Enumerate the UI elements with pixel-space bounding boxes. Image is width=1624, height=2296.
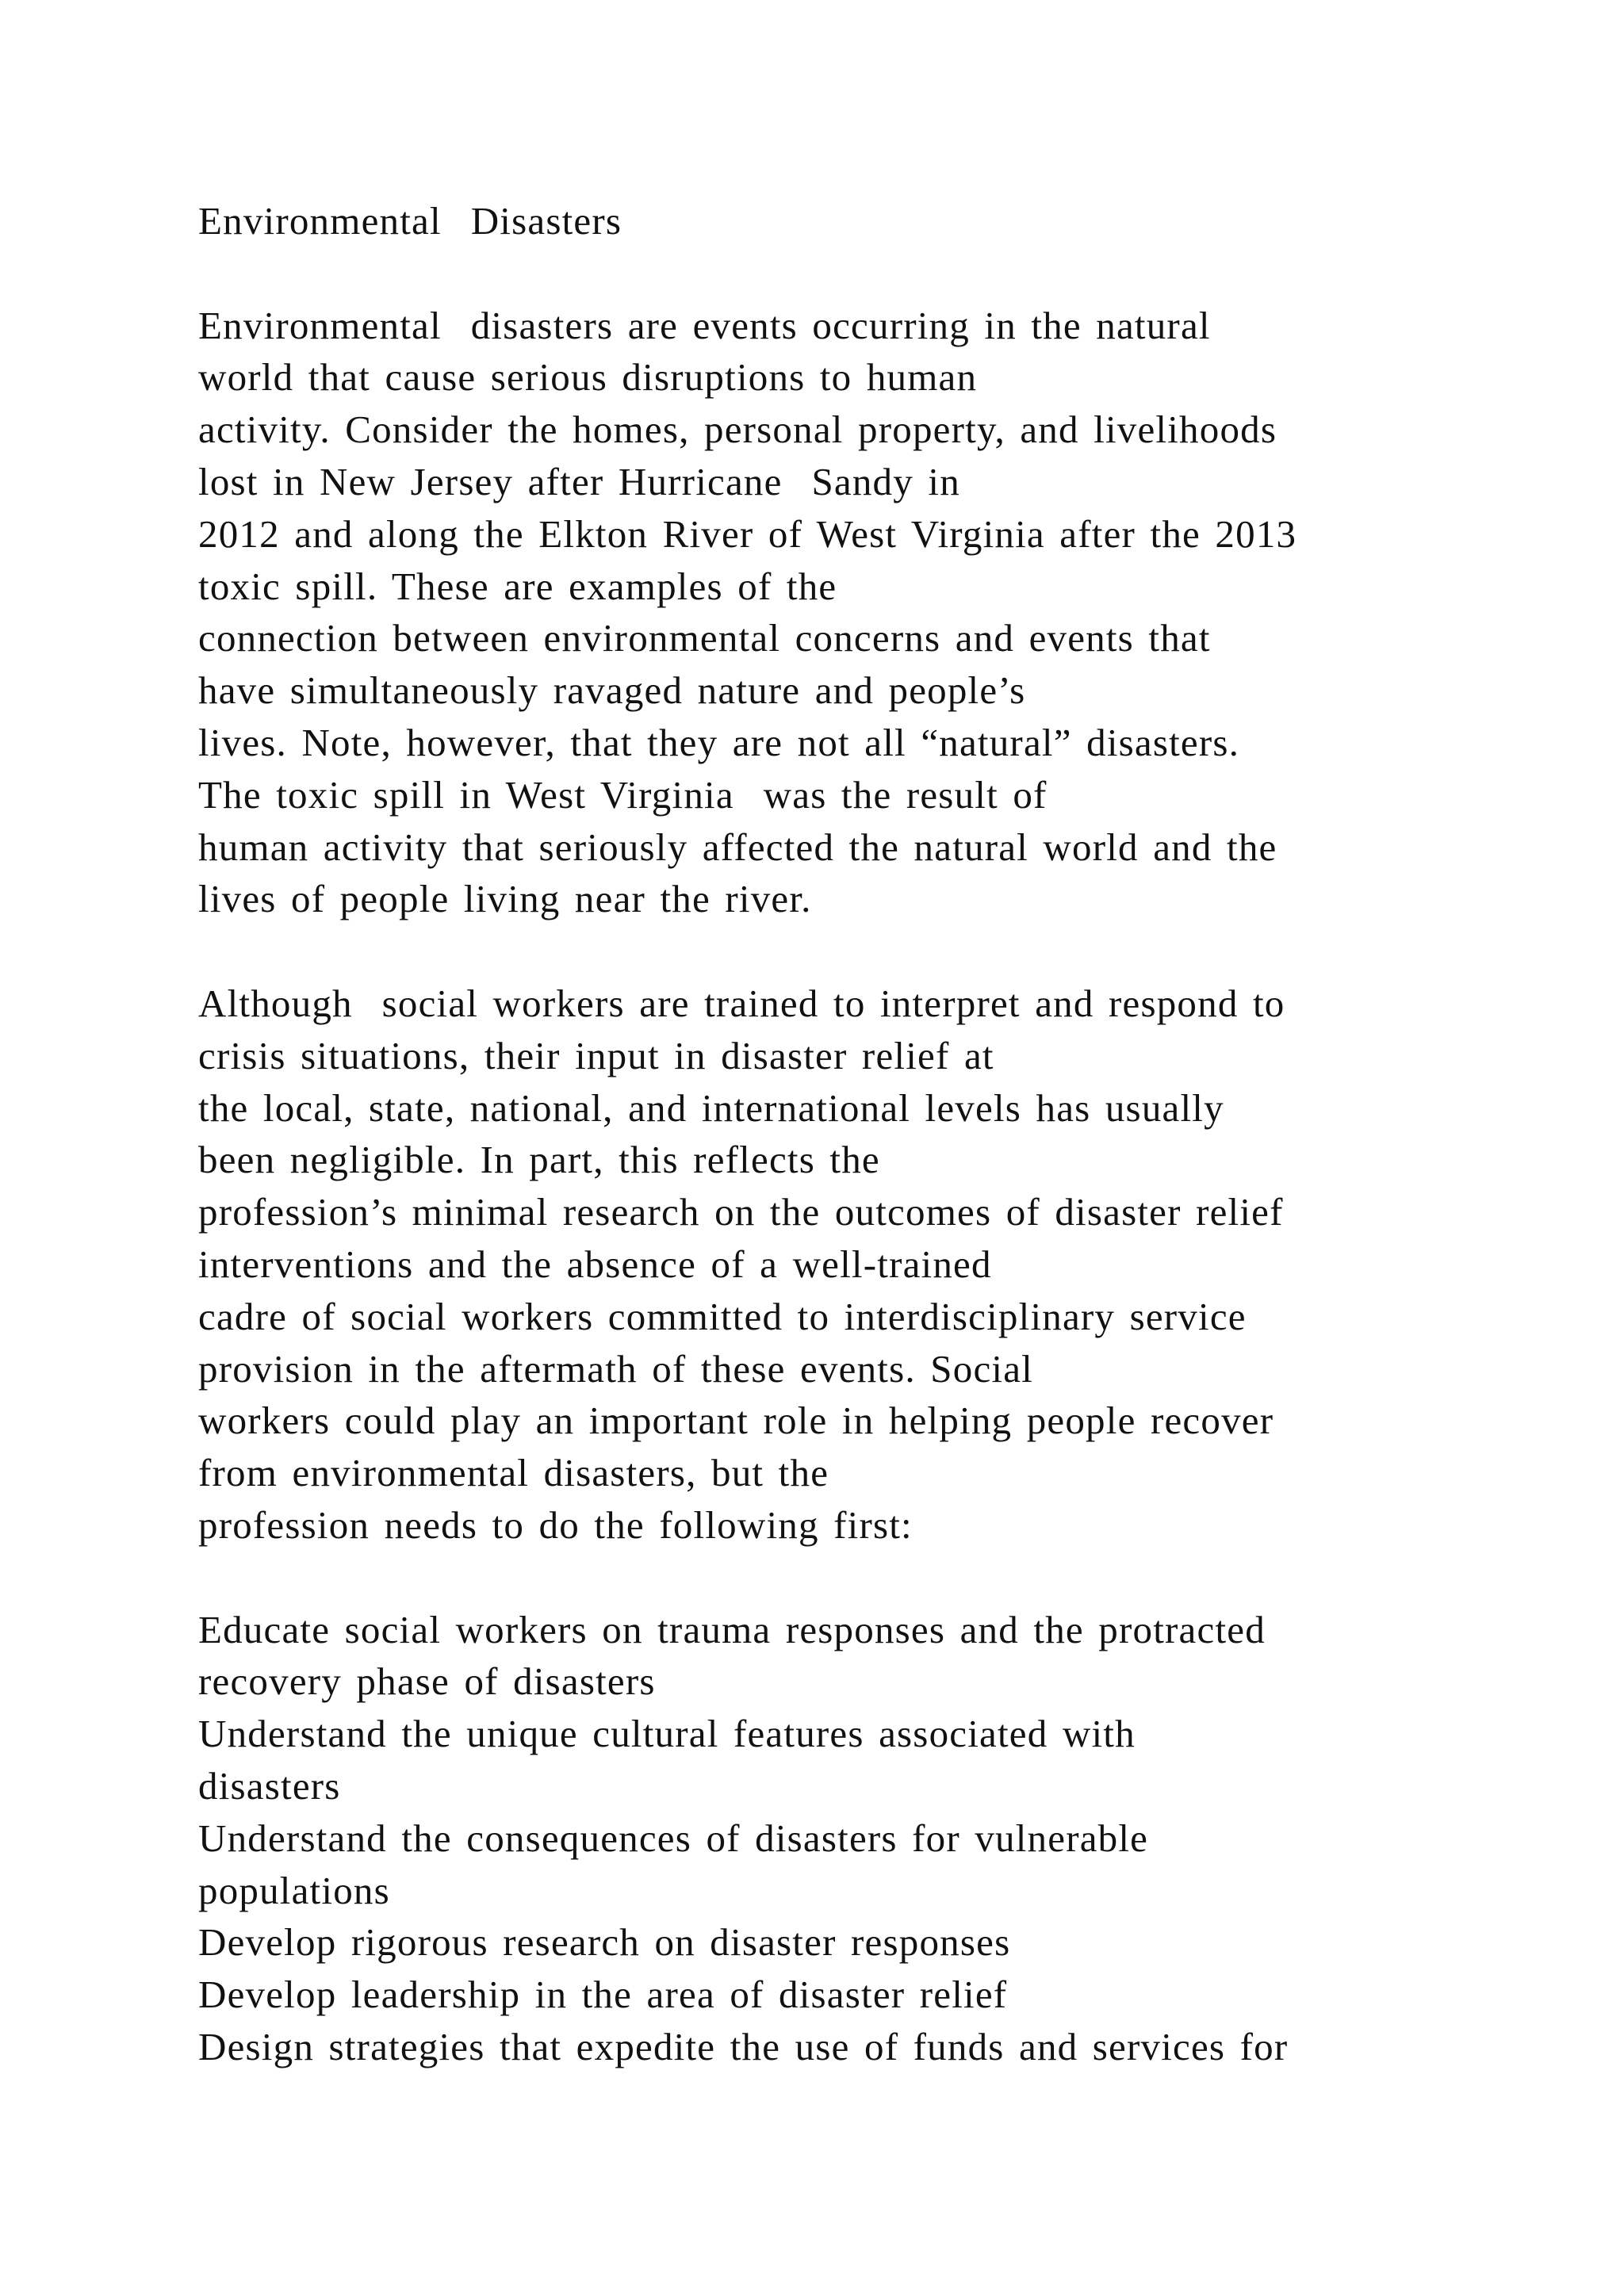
paragraph-line: crisis situations, their input in disaster relief at (198, 1033, 994, 1077)
paragraph-line: cadre of social workers committed to interdisciplinary service (198, 1294, 1247, 1338)
list-item: populations (198, 1868, 390, 1912)
paragraph-line: lives of people living near the river. (198, 877, 812, 921)
paragraph-spacer (198, 925, 1594, 978)
list-item: Educate social workers on trauma responses and the protracted (198, 1607, 1266, 1651)
paragraph-line: workers could play an important role in helping people recover (198, 1399, 1274, 1443)
paragraph-1 (198, 300, 1594, 926)
paragraph-spacer (198, 1552, 1594, 1604)
paragraph-line: Environmental disasters are events occurring in the natural (198, 303, 1211, 347)
paragraph-line: 2012 and along the Elkton River of West Virginia after the 2013 (198, 511, 1297, 556)
paragraph-line: lives. Note, however, that they are not all “natural” disasters. (198, 720, 1240, 764)
paragraph-line: have simultaneously ravaged nature and people’s (198, 668, 1026, 713)
list-item: Design strategies that expedite the use of funds and services for (198, 2024, 1289, 2068)
list-item: disasters (198, 1763, 341, 1808)
paragraph-line: activity. Consider the homes, personal property, and livelihoods (198, 408, 1277, 452)
paragraph-2 (198, 978, 1594, 1552)
list-item: Understand the consequences of disasters for vulnerable (198, 1816, 1149, 1860)
list-item: Develop leadership in the area of disaster relief (198, 1973, 1008, 2017)
paragraph-line: Although social workers are trained to interpret and respond to (198, 981, 1285, 1025)
list-item: Develop rigorous research on disaster responses (198, 1920, 1011, 1965)
paragraph-line: provision in the aftermath of these events. Social (198, 1346, 1033, 1391)
paragraph-line: profession needs to do the following first: (198, 1502, 913, 1547)
paragraph-line: interventions and the absence of a well-trained (198, 1242, 992, 1286)
paragraph-line: from environmental disasters, but the (198, 1451, 829, 1495)
paragraph-line: profession’s minimal research on the outcomes of disaster relief (198, 1190, 1284, 1234)
paragraph-line: connection between environmental concerns and events that (198, 616, 1211, 660)
recommendations-list (198, 1604, 1594, 2073)
document-body (198, 195, 1594, 2073)
document-title: Environmental Disasters (198, 199, 622, 243)
paragraph-line: world that cause serious disruptions to human (198, 355, 978, 400)
list-item: recovery phase of disasters (198, 1659, 656, 1704)
paragraph-spacer (198, 247, 1594, 300)
paragraph-line: been negligible. In part, this reflects the (198, 1138, 880, 1182)
paragraph-line: human activity that seriously affected the natural world and the (198, 825, 1277, 869)
paragraph-line: toxic spill. These are examples of the (198, 564, 837, 608)
paragraph-line: lost in New Jersey after Hurricane Sandy in (198, 459, 960, 503)
paragraph-line: the local, state, national, and international levels has usually (198, 1085, 1224, 1130)
paragraph-line: The toxic spill in West Virginia was the result of (198, 772, 1048, 817)
list-item: Understand the unique cultural features associated with (198, 1712, 1136, 1756)
